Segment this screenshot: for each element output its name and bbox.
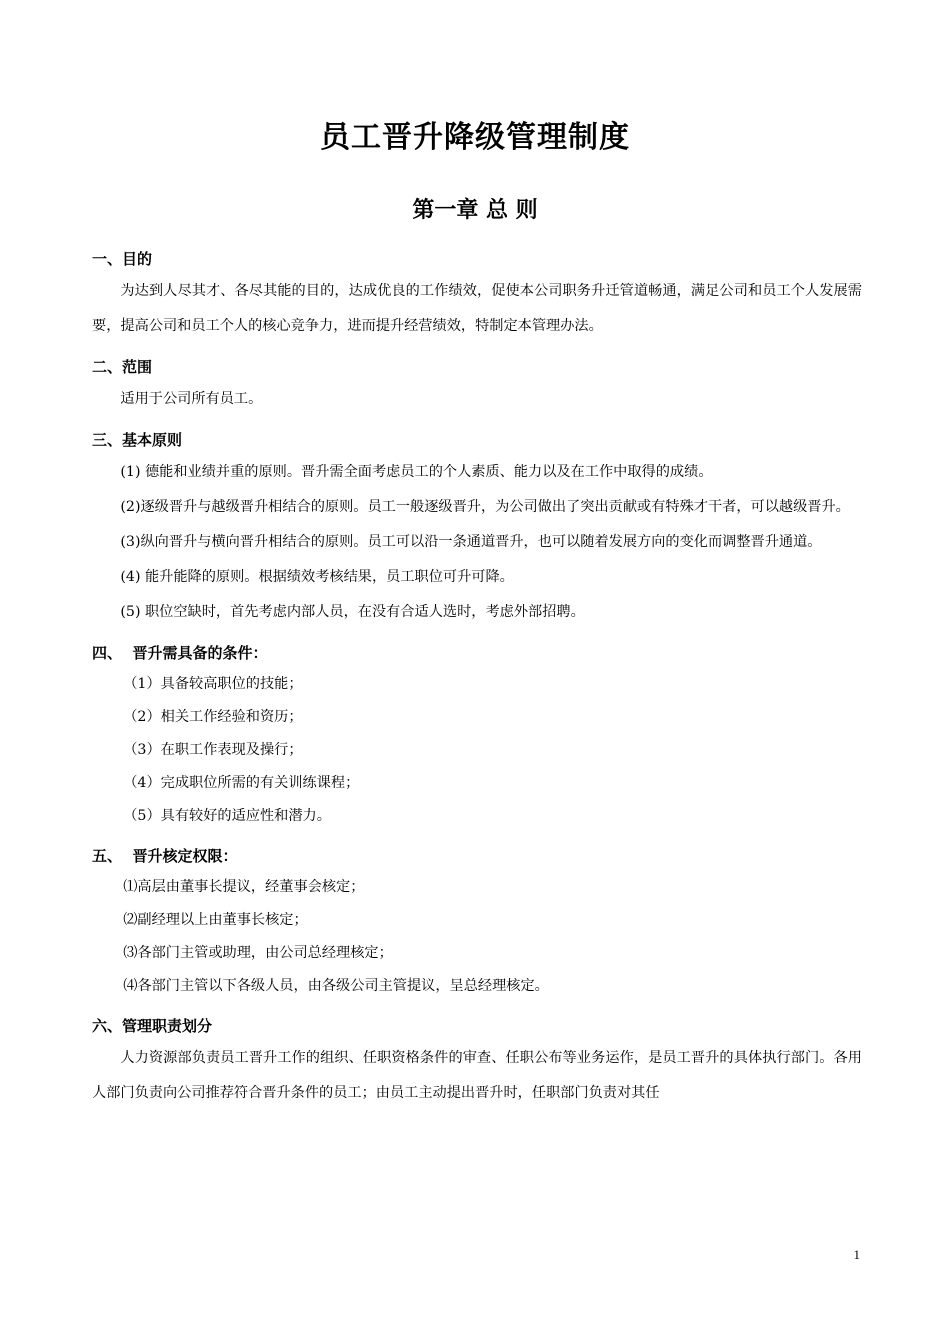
list-item: （5）具有较好的适应性和潜力。 xyxy=(123,808,331,824)
list-item: (5) 职位空缺时，首先考虑内部人员，在没有合适人选时，考虑外部招聘。 xyxy=(120,604,585,620)
list-item: （3）在职工作表现及操行； xyxy=(123,742,303,758)
paragraph: 为达到人尽其才、各尽其能的目的，达成优良的工作绩效，促使本公司职务升迁管道畅通，满足公司和员工个人发展需要，提高公司和员工个人的核心竞争力，进而提升经营绩效，特制定本管理办法。 xyxy=(92,283,862,334)
paragraph: 适用于公司所有员工。 xyxy=(120,391,263,407)
paragraph: 人力资源部负责员工晋升工作的组织、任职资格条件的审查、任职公布等业务运作，是员工晋升的具体执行部门。各用人部门负责向公司推荐符合晋升条件的员工；由员工主动提出晋升时，任职部门负责对其任 xyxy=(92,1050,862,1101)
section-heading-principles: 三、基本原则 xyxy=(92,431,183,449)
section-heading-conditions: 四、 晋升需具备的条件： xyxy=(92,644,268,662)
list-item: (4) 能升能降的原则。根据绩效考核结果，员工职位可升可降。 xyxy=(120,569,514,585)
list-item: （2）相关工作经验和资历； xyxy=(123,709,303,725)
list-item: （1）具备较高职位的技能； xyxy=(123,676,303,692)
section-heading-responsibilities: 六、管理职责划分 xyxy=(92,1017,213,1035)
list-item: ⑷各部门主管以下各级人员，由各级公司主管提议，呈总经理核定。 xyxy=(123,978,549,994)
list-item: ⑴高层由董事长提议，经董事会核定； xyxy=(123,879,365,895)
page-number: 1 xyxy=(853,1247,860,1262)
section-heading-purpose: 一、目的 xyxy=(92,250,153,268)
list-item: （4）完成职位所需的有关训练课程； xyxy=(123,775,360,791)
page-title: 员工晋升降级管理制度 xyxy=(320,120,630,155)
list-item: (1) 德能和业绩并重的原则。晋升需全面考虑员工的个人素质、能力以及在工作中取得的成绩。 xyxy=(120,464,713,480)
section-heading-scope: 二、范围 xyxy=(92,358,153,376)
list-item: ⑶各部门主管或助理，由公司总经理核定； xyxy=(123,945,393,961)
list-item: ⑵副经理以上由董事长核定； xyxy=(123,912,308,928)
list-item: (3)纵向晋升与横向晋升相结合的原则。员工可以沿一条通道晋升，也可以随着发展方向的变化而调整晋升通道。 xyxy=(120,534,822,550)
section-heading-authority: 五、 晋升核定权限： xyxy=(92,847,238,865)
document-body xyxy=(92,244,862,1111)
chapter-title: 第一章 总 则 xyxy=(412,198,538,223)
list-item: (2)逐级晋升与越级晋升相结合的原则。员工一般逐级晋升，为公司做出了突出贡献或有特殊才干者，可以越级晋升。 xyxy=(120,499,850,515)
